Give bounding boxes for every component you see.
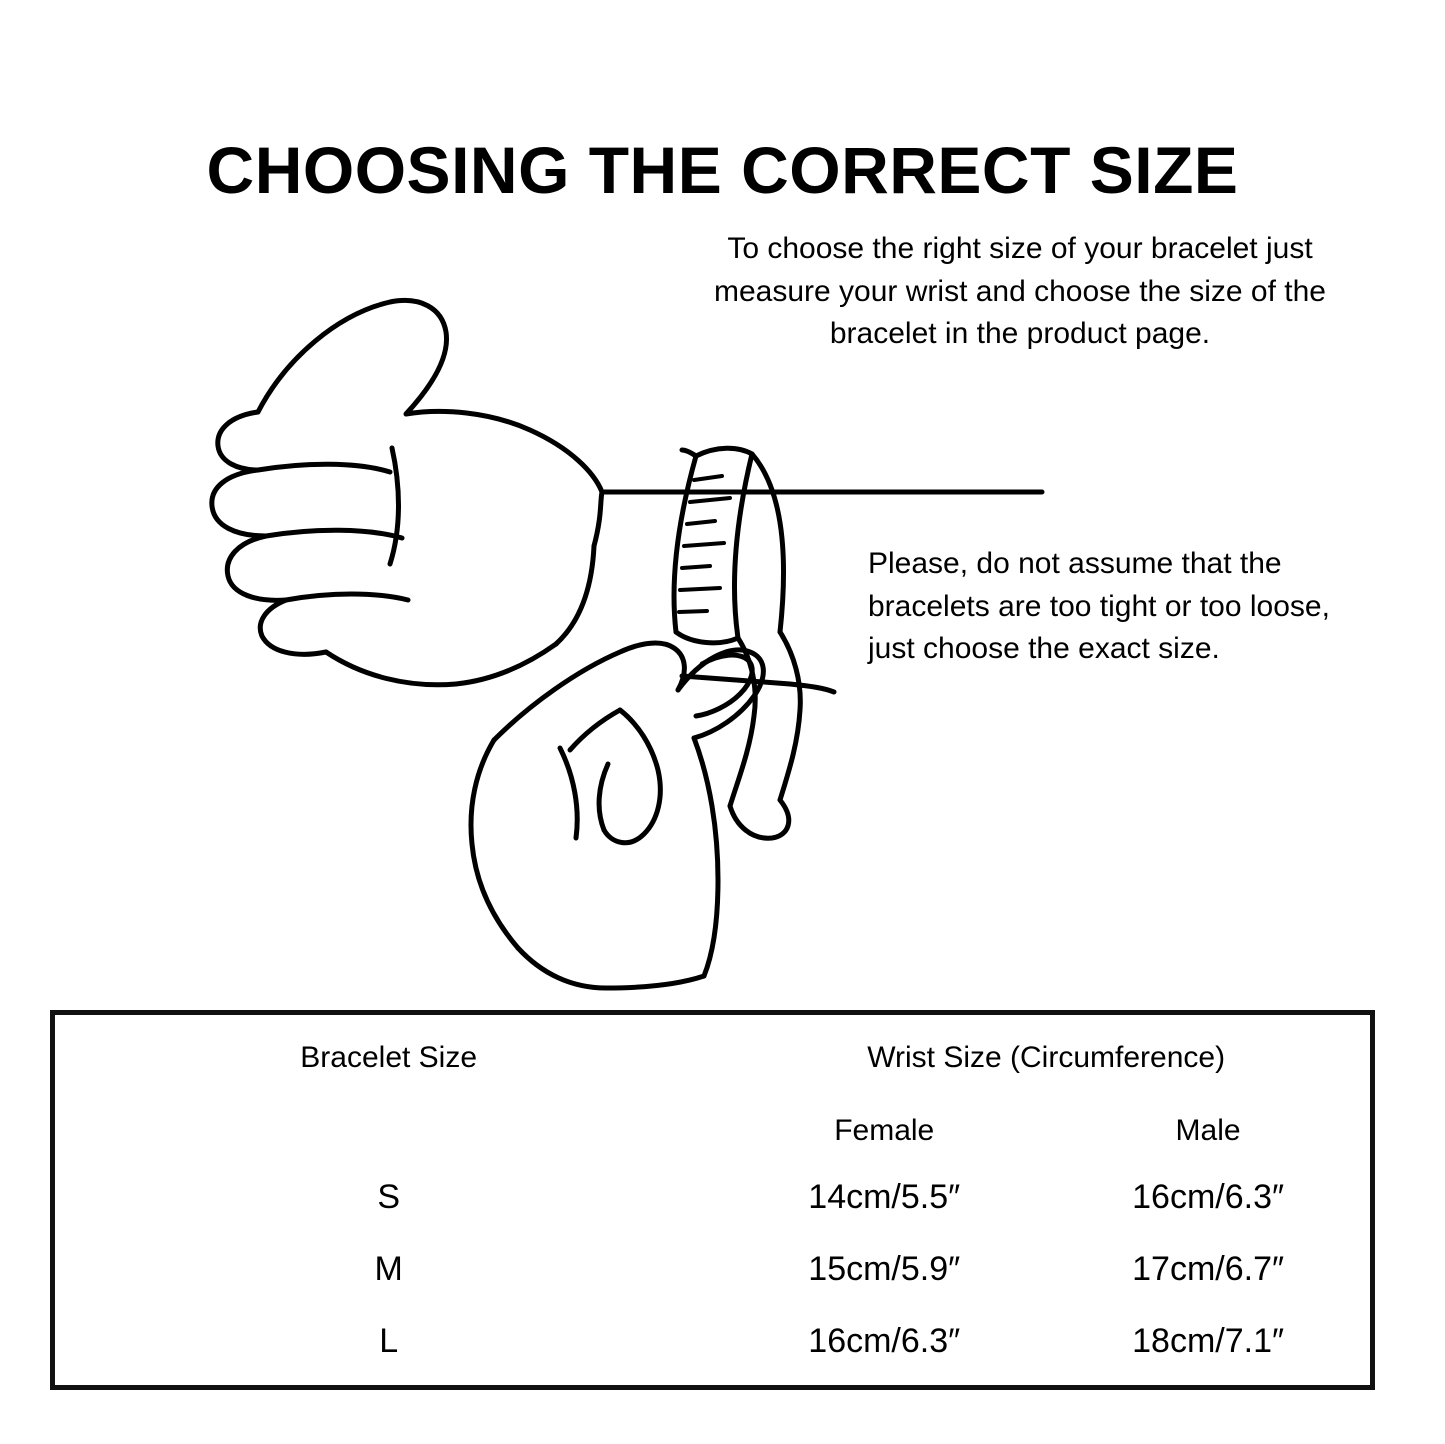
table-header-row [55, 1015, 1370, 1101]
cell-female: 15cm/5.9″ [808, 1249, 961, 1288]
hand-measuring-wrist-illustration [90, 240, 1080, 1000]
page-title: CHOOSING THE CORRECT SIZE [206, 133, 1239, 208]
instruction-text-top: To choose the right size of your bracelet just measure your wrist and choose the size of the bracelet in the product page. [714, 232, 1326, 351]
subheader-female: Female [834, 1114, 935, 1147]
table-row [55, 1233, 1370, 1305]
subheader-male: Male [1175, 1114, 1241, 1147]
cell-size: M [374, 1249, 403, 1288]
subheader-blank [55, 1101, 722, 1161]
size-chart-table-container [50, 1010, 1375, 1390]
table-row [55, 1305, 1370, 1377]
cell-male: 16cm/6.3″ [1132, 1177, 1285, 1216]
cell-male: 17cm/6.7″ [1132, 1249, 1285, 1288]
header-wrist-size: Wrist Size (Circumference) [867, 1041, 1226, 1074]
cell-female: 14cm/5.5″ [808, 1177, 961, 1216]
cell-size: S [377, 1177, 400, 1216]
table-row [55, 1161, 1370, 1233]
cell-female: 16cm/6.3″ [808, 1321, 961, 1360]
size-chart-table [55, 1015, 1370, 1377]
instruction-text-bottom: Please, do not assume that the bracelets are too tight or too loose, just choose the exact size. [868, 547, 1330, 666]
cell-male: 18cm/7.1″ [1132, 1321, 1285, 1360]
header-bracelet-size: Bracelet Size [300, 1041, 478, 1074]
table-subheader-row [55, 1101, 1370, 1161]
cell-size: L [379, 1321, 399, 1360]
